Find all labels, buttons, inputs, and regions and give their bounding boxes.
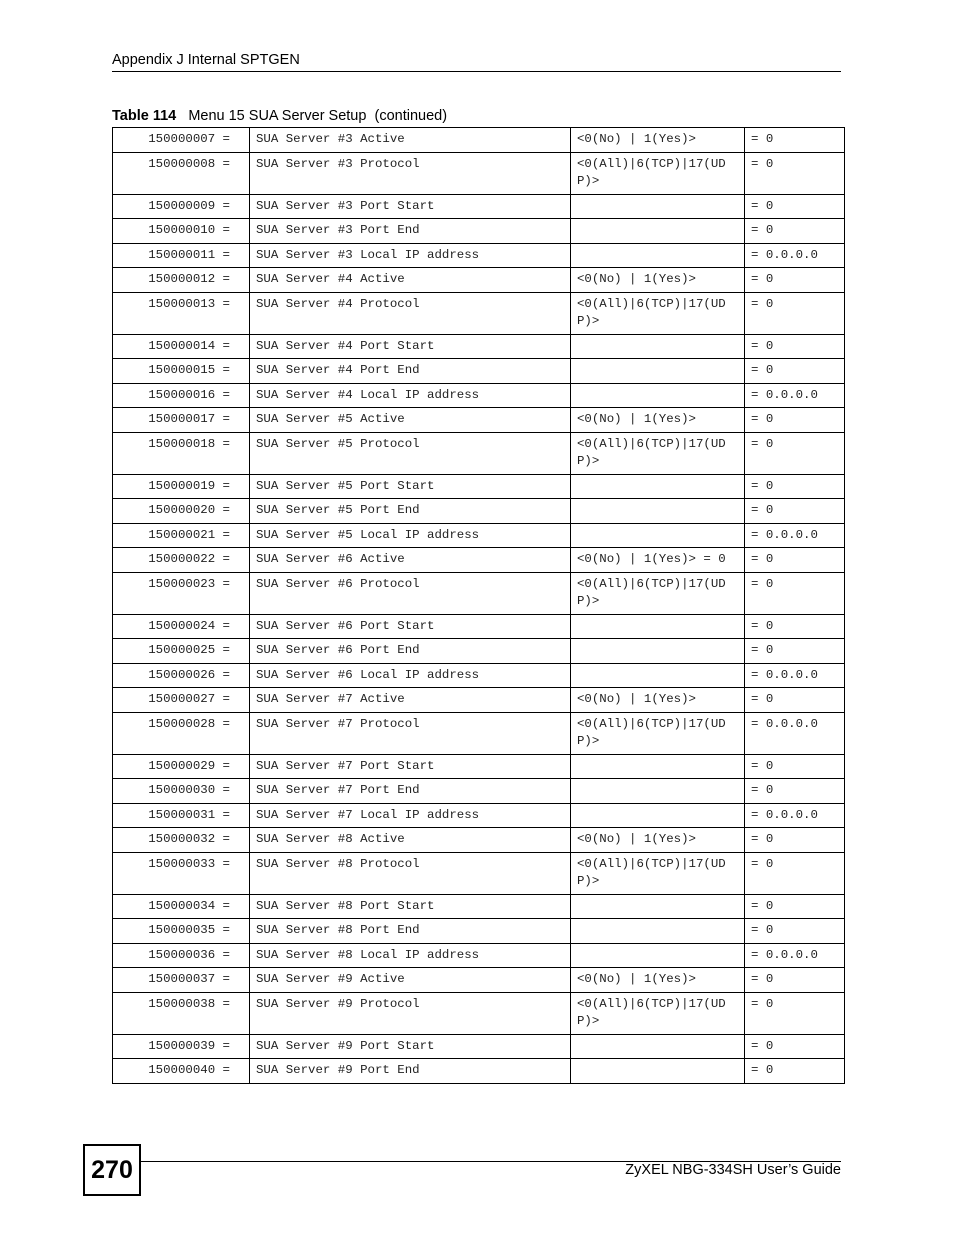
guide-title: ZyXEL NBG-334SH User’s Guide: [625, 1162, 841, 1178]
options-cell: <0(All)|6(TCP)|17(UDP)>: [571, 852, 745, 894]
value-cell: = 0: [745, 992, 845, 1034]
options-cell: <0(All)|6(TCP)|17(UDP)>: [571, 432, 745, 474]
value-cell: = 0: [745, 639, 845, 664]
options-cell: <0(All)|6(TCP)|17(UDP)>: [571, 152, 745, 194]
description-cell: SUA Server #9 Active: [250, 968, 571, 993]
description-cell: SUA Server #7 Port Start: [250, 754, 571, 779]
options-cell: [571, 919, 745, 944]
table-row: [113, 292, 845, 334]
value-cell: = 0: [745, 968, 845, 993]
code-cell: 150000034 =: [113, 894, 250, 919]
value-cell: = 0: [745, 572, 845, 614]
options-cell: [571, 1059, 745, 1084]
code-cell: 150000029 =: [113, 754, 250, 779]
code-cell: 150000027 =: [113, 688, 250, 713]
table-row: [113, 992, 845, 1034]
table-row: [113, 548, 845, 573]
table-row: [113, 919, 845, 944]
table-row: [113, 1034, 845, 1059]
code-cell: 150000009 =: [113, 194, 250, 219]
value-cell: = 0: [745, 754, 845, 779]
description-cell: SUA Server #8 Port End: [250, 919, 571, 944]
options-cell: [571, 523, 745, 548]
value-cell: = 0: [745, 359, 845, 384]
description-cell: SUA Server #5 Active: [250, 408, 571, 433]
options-cell: <0(No) | 1(Yes)>: [571, 408, 745, 433]
options-cell: [571, 943, 745, 968]
options-cell: <0(All)|6(TCP)|17(UDP)>: [571, 992, 745, 1034]
table-row: [113, 614, 845, 639]
options-cell: [571, 359, 745, 384]
table-row: [113, 639, 845, 664]
table-row: [113, 688, 845, 713]
options-cell: [571, 1034, 745, 1059]
description-cell: SUA Server #4 Port End: [250, 359, 571, 384]
code-cell: 150000008 =: [113, 152, 250, 194]
table-row: [113, 383, 845, 408]
code-cell: 150000021 =: [113, 523, 250, 548]
table-row: [113, 828, 845, 853]
value-cell: = 0: [745, 1059, 845, 1084]
description-cell: SUA Server #4 Protocol: [250, 292, 571, 334]
options-cell: <0(No) | 1(Yes)>: [571, 268, 745, 293]
value-cell: = 0: [745, 432, 845, 474]
table-row: [113, 152, 845, 194]
options-cell: <0(No) | 1(Yes)>: [571, 688, 745, 713]
value-cell: = 0.0.0.0: [745, 523, 845, 548]
code-cell: 150000019 =: [113, 474, 250, 499]
code-cell: 150000023 =: [113, 572, 250, 614]
description-cell: SUA Server #3 Port End: [250, 219, 571, 244]
description-cell: SUA Server #4 Active: [250, 268, 571, 293]
table-row: [113, 359, 845, 384]
options-cell: [571, 194, 745, 219]
code-cell: 150000032 =: [113, 828, 250, 853]
options-cell: [571, 894, 745, 919]
options-cell: [571, 639, 745, 664]
value-cell: = 0: [745, 852, 845, 894]
table-row: [113, 408, 845, 433]
value-cell: = 0: [745, 548, 845, 573]
options-cell: [571, 779, 745, 804]
table-row: [113, 572, 845, 614]
options-cell: [571, 219, 745, 244]
code-cell: 150000015 =: [113, 359, 250, 384]
code-cell: 150000035 =: [113, 919, 250, 944]
description-cell: SUA Server #8 Port Start: [250, 894, 571, 919]
value-cell: = 0: [745, 152, 845, 194]
table-row: [113, 894, 845, 919]
value-cell: = 0.0.0.0: [745, 243, 845, 268]
value-cell: = 0: [745, 268, 845, 293]
table-row: [113, 432, 845, 474]
code-cell: 150000012 =: [113, 268, 250, 293]
value-cell: = 0.0.0.0: [745, 712, 845, 754]
table-row: [113, 712, 845, 754]
options-cell: [571, 663, 745, 688]
table-row: [113, 943, 845, 968]
table-row: [113, 523, 845, 548]
description-cell: SUA Server #4 Local IP address: [250, 383, 571, 408]
table-caption: [112, 108, 447, 124]
description-cell: SUA Server #6 Protocol: [250, 572, 571, 614]
code-cell: 150000022 =: [113, 548, 250, 573]
table-row: [113, 194, 845, 219]
value-cell: = 0: [745, 1034, 845, 1059]
value-cell: = 0.0.0.0: [745, 943, 845, 968]
code-cell: 150000013 =: [113, 292, 250, 334]
options-cell: [571, 803, 745, 828]
table-row: [113, 128, 845, 153]
table-row: [113, 754, 845, 779]
table-row: [113, 219, 845, 244]
code-cell: 150000028 =: [113, 712, 250, 754]
value-cell: = 0: [745, 219, 845, 244]
description-cell: SUA Server #7 Active: [250, 688, 571, 713]
value-cell: = 0.0.0.0: [745, 803, 845, 828]
code-cell: 150000024 =: [113, 614, 250, 639]
options-cell: <0(No) | 1(Yes)>: [571, 128, 745, 153]
value-cell: = 0: [745, 128, 845, 153]
options-cell: [571, 334, 745, 359]
options-cell: <0(No) | 1(Yes)>: [571, 968, 745, 993]
description-cell: SUA Server #7 Local IP address: [250, 803, 571, 828]
options-cell: [571, 754, 745, 779]
description-cell: SUA Server #6 Port End: [250, 639, 571, 664]
table-row: [113, 1059, 845, 1084]
description-cell: SUA Server #5 Port Start: [250, 474, 571, 499]
code-cell: 150000017 =: [113, 408, 250, 433]
description-cell: SUA Server #3 Protocol: [250, 152, 571, 194]
table-row: [113, 968, 845, 993]
value-cell: = 0: [745, 688, 845, 713]
description-cell: SUA Server #8 Protocol: [250, 852, 571, 894]
options-cell: <0(All)|6(TCP)|17(UDP)>: [571, 292, 745, 334]
options-cell: [571, 474, 745, 499]
description-cell: SUA Server #3 Active: [250, 128, 571, 153]
description-cell: SUA Server #6 Port Start: [250, 614, 571, 639]
code-cell: 150000014 =: [113, 334, 250, 359]
page-number: 270: [83, 1144, 141, 1196]
table-row: [113, 803, 845, 828]
code-cell: 150000038 =: [113, 992, 250, 1034]
table-row: [113, 663, 845, 688]
value-cell: = 0: [745, 894, 845, 919]
options-cell: [571, 383, 745, 408]
options-cell: <0(No) | 1(Yes)> = 0: [571, 548, 745, 573]
table-row: [113, 243, 845, 268]
description-cell: SUA Server #6 Local IP address: [250, 663, 571, 688]
code-cell: 150000025 =: [113, 639, 250, 664]
code-cell: 150000011 =: [113, 243, 250, 268]
header-divider: [112, 71, 841, 72]
value-cell: = 0: [745, 408, 845, 433]
code-cell: 150000010 =: [113, 219, 250, 244]
table-row: [113, 779, 845, 804]
description-cell: SUA Server #7 Port End: [250, 779, 571, 804]
code-cell: 150000031 =: [113, 803, 250, 828]
description-cell: SUA Server #5 Protocol: [250, 432, 571, 474]
code-cell: 150000039 =: [113, 1034, 250, 1059]
options-cell: <0(All)|6(TCP)|17(UDP)>: [571, 572, 745, 614]
description-cell: SUA Server #5 Local IP address: [250, 523, 571, 548]
description-cell: SUA Server #3 Local IP address: [250, 243, 571, 268]
description-cell: SUA Server #6 Active: [250, 548, 571, 573]
table-row: [113, 852, 845, 894]
value-cell: = 0: [745, 614, 845, 639]
value-cell: = 0: [745, 194, 845, 219]
code-cell: 150000030 =: [113, 779, 250, 804]
description-cell: SUA Server #9 Port Start: [250, 1034, 571, 1059]
code-cell: 150000040 =: [113, 1059, 250, 1084]
running-header: Appendix J Internal SPTGEN: [112, 52, 300, 68]
value-cell: = 0: [745, 334, 845, 359]
sptgen-table-body: [113, 128, 845, 1084]
table-row: [113, 474, 845, 499]
table-caption-title: Menu 15 SUA Server Setup (continued): [188, 108, 448, 124]
value-cell: = 0: [745, 292, 845, 334]
value-cell: = 0: [745, 474, 845, 499]
table-row: [113, 268, 845, 293]
description-cell: SUA Server #4 Port Start: [250, 334, 571, 359]
code-cell: 150000026 =: [113, 663, 250, 688]
description-cell: SUA Server #5 Port End: [250, 499, 571, 524]
options-cell: <0(All)|6(TCP)|17(UDP)>: [571, 712, 745, 754]
value-cell: = 0: [745, 779, 845, 804]
description-cell: SUA Server #9 Protocol: [250, 992, 571, 1034]
table-row: [113, 499, 845, 524]
value-cell: = 0.0.0.0: [745, 383, 845, 408]
options-cell: [571, 499, 745, 524]
value-cell: = 0: [745, 828, 845, 853]
sptgen-table: [112, 127, 845, 1084]
table-caption-label: Table 114: [112, 108, 177, 124]
code-cell: 150000033 =: [113, 852, 250, 894]
description-cell: SUA Server #7 Protocol: [250, 712, 571, 754]
description-cell: SUA Server #8 Active: [250, 828, 571, 853]
value-cell: = 0.0.0.0: [745, 663, 845, 688]
description-cell: SUA Server #9 Port End: [250, 1059, 571, 1084]
value-cell: = 0: [745, 919, 845, 944]
options-cell: [571, 243, 745, 268]
options-cell: <0(No) | 1(Yes)>: [571, 828, 745, 853]
description-cell: SUA Server #8 Local IP address: [250, 943, 571, 968]
description-cell: SUA Server #3 Port Start: [250, 194, 571, 219]
code-cell: 150000016 =: [113, 383, 250, 408]
table-row: [113, 334, 845, 359]
options-cell: [571, 614, 745, 639]
code-cell: 150000036 =: [113, 943, 250, 968]
code-cell: 150000037 =: [113, 968, 250, 993]
code-cell: 150000018 =: [113, 432, 250, 474]
code-cell: 150000007 =: [113, 128, 250, 153]
value-cell: = 0: [745, 499, 845, 524]
code-cell: 150000020 =: [113, 499, 250, 524]
